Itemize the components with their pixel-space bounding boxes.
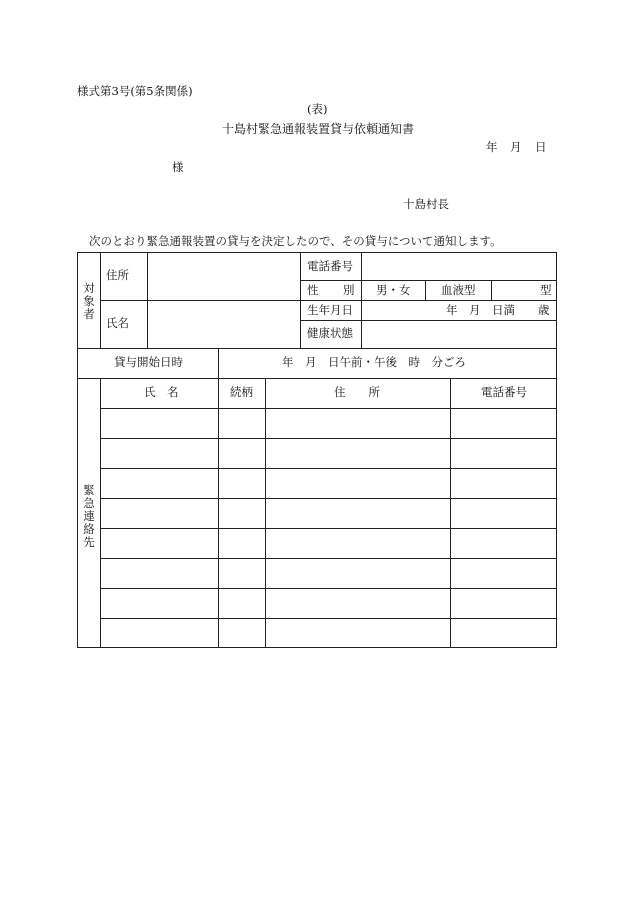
sex-label-2: 別 — [343, 283, 355, 297]
health-value[interactable] — [364, 322, 554, 346]
address-value[interactable] — [150, 256, 298, 298]
col-address-header: 住 所 — [334, 385, 380, 399]
subject-section-label: 対 象 者 — [83, 281, 95, 321]
date-month: 月 — [510, 140, 522, 154]
emergency-row-8[interactable] — [101, 619, 556, 647]
dob-label: 生年月日 — [307, 303, 353, 317]
blood-type-suffix: 型 — [540, 283, 552, 297]
date-day: 日 — [535, 140, 547, 154]
addressee-suffix: 様 — [172, 160, 184, 174]
emergency-section-label: 緊 急 連 絡 先 — [83, 483, 95, 549]
form-number: 様式第3号(第5条関係) — [77, 84, 193, 98]
health-label: 健康状態 — [307, 326, 353, 340]
emergency-row-2[interactable] — [101, 439, 556, 468]
col-phone-header: 電話番号 — [481, 385, 527, 399]
document-title: 十島村緊急通報装置貸与依頼通知書 — [222, 122, 415, 136]
emergency-row-3[interactable] — [101, 469, 556, 498]
blood-type-label: 血液型 — [441, 283, 476, 297]
emergency-row-1[interactable] — [101, 409, 556, 438]
loan-start-label: 貸与開始日時 — [114, 355, 183, 369]
name-label: 氏名 — [106, 316, 129, 330]
issuer: 十島村長 — [403, 197, 449, 211]
sex-label-1: 性 — [307, 283, 319, 297]
intro-text: 次のとおり緊急通報装置の貸与を決定したので、その貸与について通知します。 — [89, 234, 502, 248]
name-value[interactable] — [150, 302, 298, 346]
phone-label: 電話番号 — [307, 259, 353, 273]
emergency-row-5[interactable] — [101, 529, 556, 558]
loan-start-format[interactable]: 年 月 日午前・午後 時 分ごろ — [282, 355, 466, 369]
col-name-header: 氏 名 — [144, 385, 179, 399]
dob-format[interactable]: 年 月 日満 歳 — [446, 303, 550, 317]
date-year: 年 — [486, 140, 498, 154]
address-label: 住所 — [106, 268, 129, 282]
sex-options[interactable]: 男・女 — [376, 283, 411, 297]
emergency-row-4[interactable] — [101, 499, 556, 528]
col-relation-header: 続柄 — [230, 385, 253, 399]
phone-value[interactable] — [364, 254, 554, 278]
emergency-row-6[interactable] — [101, 559, 556, 588]
emergency-row-7[interactable] — [101, 589, 556, 618]
side-label: (表) — [307, 102, 328, 116]
